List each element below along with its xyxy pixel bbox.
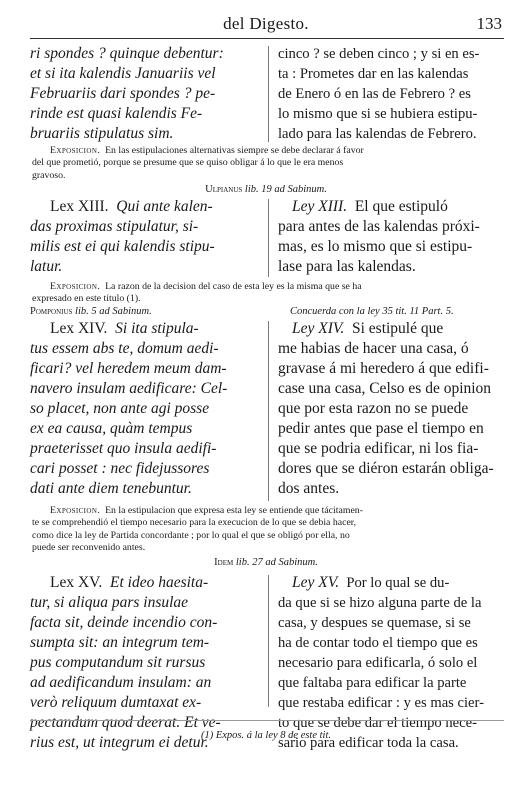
exposition-line: puede ser reconvenido antes.: [32, 541, 146, 553]
spanish-line: gravase á mi heredero á que edifi-: [278, 360, 489, 377]
exposition-line: te se comprehendió el tiempo necesario para la execucion de lo que se debia hacer,: [32, 517, 357, 529]
latin-line: das proximas stipulatur, si-: [30, 218, 199, 235]
source-citation-3: [0, 557, 532, 568]
spanish-line: que restaba edificar : y es mas cier-: [278, 695, 484, 711]
latin-line: sumpta sit: an integrum tem-: [30, 634, 210, 651]
latin-line: navero insulam aedificare: Cel-: [30, 380, 228, 397]
latin-line: ex ea causa, quàm tempus: [30, 420, 193, 437]
exposition-line: como dice la ley de Partida concordante ; por lo qual el que se obligó por ella, no: [32, 529, 350, 541]
latin-line: Si ita stipula-: [115, 320, 199, 337]
spanish-line: lo mismo que si se hubiera estipu-: [278, 106, 478, 122]
exposition-label: Exposicion.: [50, 145, 101, 156]
spanish-line: dores que se diéron estarán obliga-: [278, 460, 494, 477]
footnote-rule: [30, 720, 504, 721]
exposition-line: La razon de la decision del caso de esta ley es la misma que se ha: [105, 281, 362, 292]
source-author: Pomponius: [30, 306, 73, 317]
latin-line: pus computandum sit rursus: [30, 654, 206, 671]
latin-line: tus essem abs te, domum aedi-: [30, 340, 219, 357]
law-number: Lex XIV.: [50, 320, 108, 337]
law-number: Lex XV.: [50, 574, 103, 591]
exposition-3: [32, 505, 502, 554]
source-citation-1: [0, 184, 532, 195]
source-citation-2: [30, 306, 152, 317]
latin-line: Et ideo haesita-: [110, 574, 209, 591]
exposition-label: Exposicion.: [50, 281, 101, 292]
latin-line: dati ante diem tenebuntur.: [30, 480, 192, 497]
spanish-line: El que estipuló: [354, 198, 448, 215]
spanish-line: to que se debe dar el tiempo nece-: [278, 715, 477, 731]
running-head: del Digesto.: [223, 14, 309, 33]
latin-line: praeterisset quo insula aedifi-: [30, 440, 217, 457]
concordance-note: Concuerda con la ley 35 tit. 11 Part. 5.: [290, 306, 454, 317]
latin-line: tur, si aliqua pars insulae: [30, 594, 189, 611]
footnote: (1) Expos. á la ley 8 de este tit.: [200, 730, 332, 741]
latin-column-1: [30, 44, 270, 144]
latin-line: rius est, ut integrum ei detur.: [30, 734, 209, 751]
law-number: Ley XV.: [292, 574, 340, 591]
source-author: Idem: [214, 557, 234, 568]
spanish-column-2: [278, 197, 512, 277]
latin-line: ficari? vel heredem meum dam-: [30, 360, 227, 377]
latin-column-3: [30, 319, 270, 499]
source-author: Ulpianus: [205, 184, 243, 195]
source-work: lib. 27 ad Sabinum.: [235, 557, 318, 568]
source-work: lib. 19 ad Sabinum.: [244, 184, 327, 195]
spanish-line: de Enero ó en las de Febrero ? es: [278, 86, 471, 102]
latin-line: bruariis stipulatus sim.: [30, 125, 174, 142]
spanish-line: ta : Prometes dar en las kalendas: [278, 66, 469, 82]
exposition-2: [32, 281, 502, 306]
latin-line: rinde est quasi kalendis Fe-: [30, 105, 203, 122]
latin-column-4: [30, 573, 270, 753]
law-number: Ley XIII.: [292, 198, 348, 215]
latin-line: Februariis dari spondes ? pe-: [30, 85, 216, 102]
spanish-line: sario para edificar toda la casa.: [278, 735, 459, 751]
spanish-line: lado para las kalendas de Febrero.: [278, 126, 477, 142]
column-divider: [268, 575, 269, 707]
exposition-line: del que prometió, porque se presume que se quiso obligar á lo que le era menos: [32, 157, 344, 169]
spanish-line: para antes de las kalendas próxi-: [278, 218, 480, 235]
latin-line: cari posset : nec fidejussores: [30, 460, 210, 477]
latin-line: facta sit, deinde incendio con-: [30, 614, 218, 631]
spanish-line: que faltaba para edificar la parte: [278, 675, 467, 691]
source-work: lib. 5 ad Sabinum.: [75, 306, 152, 317]
header-rule: [30, 38, 504, 39]
spanish-line: pedir antes que pase el tiempo en: [278, 420, 484, 437]
spanish-line: necesario para edificarla, ó solo el: [278, 655, 478, 671]
spanish-column-3: [278, 319, 512, 499]
exposition-line: En las estipulaciones alternativas siempre se debe declarar á favor: [105, 145, 364, 156]
spanish-line: ha de contar todo el tiempo que es: [278, 635, 478, 651]
spanish-line: case una casa, Celso es de opinion: [278, 380, 492, 397]
spanish-line: Si estipulé que: [351, 320, 444, 337]
latin-line: so placet, non ante agi posse: [30, 400, 210, 417]
law-number: Lex XIII.: [50, 198, 109, 215]
column-divider: [268, 46, 269, 142]
latin-line: milis est ei qui kalendis stipu-: [30, 238, 215, 255]
latin-line: ad aedificandum insulam: an: [30, 674, 212, 691]
latin-column-2: [30, 197, 270, 277]
exposition-line: gravoso.: [32, 169, 66, 181]
latin-line: latur.: [30, 258, 63, 275]
exposition-line: En la estipulacion que expresa esta ley se entiende que tácitamen-: [105, 505, 363, 516]
spanish-column-4: [278, 573, 512, 753]
exposition-line: expresado en este título (1).: [32, 293, 141, 305]
spanish-line: que se podria edificar, ni los fia-: [278, 440, 479, 457]
exposition-1: [32, 145, 502, 182]
spanish-line: que por esta razon no se puede: [278, 400, 469, 417]
spanish-line: Por lo qual se du-: [346, 575, 450, 591]
spanish-line: me habias de hacer una casa, ó: [278, 340, 469, 357]
latin-line: Qui ante kalen-: [116, 198, 213, 215]
column-divider: [268, 199, 269, 277]
latin-line: pectandum quod deerat. Et ve-: [30, 714, 221, 731]
spanish-line: dos antes.: [278, 480, 340, 497]
column-divider: [268, 321, 269, 501]
spanish-line: lase para las kalendas.: [278, 258, 416, 275]
spanish-column-1: [278, 44, 508, 144]
spanish-line: mas, es lo mismo que si estipu-: [278, 238, 473, 255]
latin-line: verò reliquum dumtaxat ex-: [30, 694, 202, 711]
latin-line: et si ita kalendis Januariis vel: [30, 65, 216, 82]
exposition-label: Exposicion.: [50, 505, 101, 516]
spanish-line: casa, y despues se quemase, si se: [278, 615, 471, 631]
law-number: Ley XIV.: [292, 320, 345, 337]
page-number: 133: [476, 14, 502, 33]
spanish-line: da que si se hizo alguna parte de la: [278, 595, 482, 611]
spanish-line: cinco ? se deben cinco ; y si en es-: [278, 46, 480, 62]
latin-line: ri spondes ? quinque debentur:: [30, 45, 224, 62]
